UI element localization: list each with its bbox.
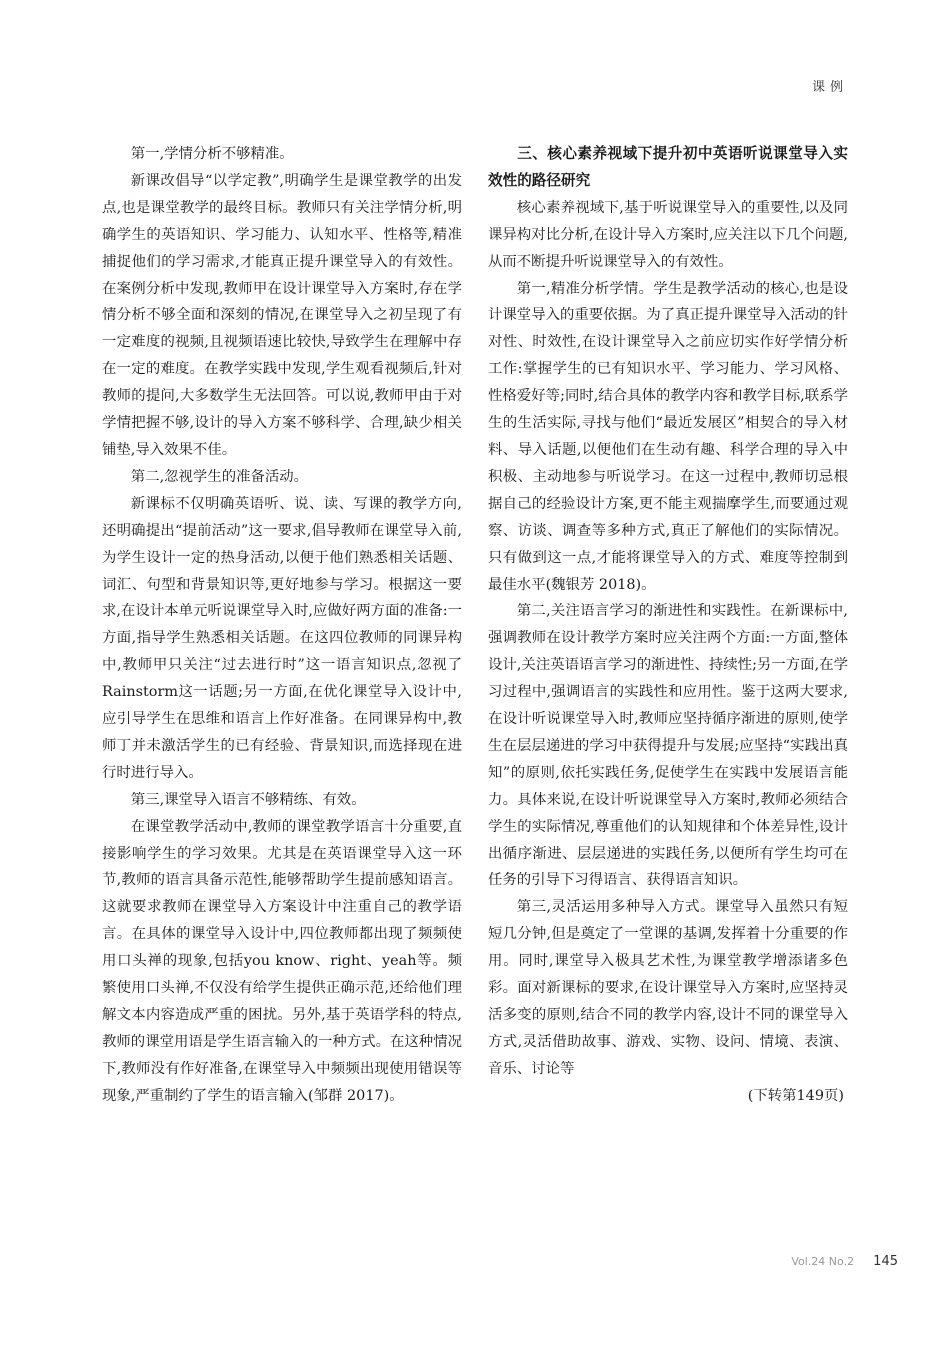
page-number: 145 <box>873 1254 898 1269</box>
paragraph: 第二,关注语言学习的渐进性和实践性。在新课标中,强调教师在设计教学方案时应关注两个方面:一方面,整体设计,关注英语语言学习的渐进性、持续性;另一方面,在学习过程中,强调语言的实践性和应用性。鉴于这两大要求,在设计听说课堂导入时,教师应坚持循序渐进的原则,使学生在层层递进的学习中获得提升与发展;应坚持“实践出真知”的原则,依托实践任务,促使学生在实践中发展语言能力。具体来说,在设计听说课堂导入方案时,教师必须结合学生的实际情况,尊重他们的认知规律和个体差异性,设计出循序渐进、层层递进的实践任务,以便所有学生均可在任务的引导下习得语言、获得语言知识。 <box>488 603 848 889</box>
right-column <box>488 141 848 1110</box>
paragraph: 第一,精准分析学情。学生是教学活动的核心,也是设计课堂导入的重要依据。为了真正提升课堂导入活动的针对性、时效性,在设计课堂导入之前应切实作好学情分析工作:掌握学生的已有知识水平、学习能力、学习风格、性格爱好等;同时,结合具体的教学内容和教学目标,联系学生的生活实际,寻找与他们“最近发展区”相契合的导入材料、导入话题,以便他们在生动有趣、科学合理的导入中积极、主动地参与听说学习。在这一过程中,教师切忌根据自己的经验设计方案,更不能主观揣摩学生,而要通过观察、访谈、调查等多种方式,真正了解他们的实际情况。只有做到这一点,才能将课堂导入的方式、难度等控制到最佳水平(魏银芳 2018)。 <box>488 280 848 593</box>
paragraph: 核心素养视域下,基于听说课堂导入的重要性,以及同课异构对比分析,在设计导入方案时,应关注以下几个问题,从而不断提升听说课堂导入的有效性。 <box>488 199 848 270</box>
section-heading: 三、核心素养视域下提升初中英语听说课堂导入实效性的路径研究 <box>488 145 848 189</box>
section-label: 课例 <box>811 80 848 95</box>
paragraph: 第三,灵活运用多种导入方式。课堂导入虽然只有短短几分钟,但是奠定了一堂课的基调,发挥着十分重要的作用。同时,课堂导入极具艺术性,为课堂教学增添诸多色彩。面对新课标的要求,在设计课堂导入方案时,应坚持灵活多变的原则,结合不同的教学内容,设计不同的课堂导入方式,灵活借助故事、游戏、实物、设问、情境、表演、音乐、讨论等 <box>488 899 848 1077</box>
paragraph: 新课改倡导“以学定教”,明确学生是课堂教学的出发点,也是课堂教学的最终目标。教师只有关注学情分析,明确学生的英语知识、学习能力、认知水平、性格等,精准捕捉他们的学习需求,才能真正提升课堂导入的有效性。在案例分析中发现,教师甲在设计课堂导入方案时,存在学情分析不够全面和深刻的情况,在课堂导入之初呈现了有一定难度的视频,且视频语速比较快,导致学生在理解中存在一定的难度。在教学实践中发现,学生观看视频后,针对教师的提问,大多数学生无法回答。可以说,教师甲由于对学情把握不够,设计的导入方案不够科学、合理,缺少相关铺垫,导入效果不佳。 <box>102 172 462 458</box>
page-footer <box>791 1250 898 1269</box>
volume-issue: Vol.24 No.2 <box>791 1255 855 1268</box>
subheading-1: 第一,学情分析不够精准。 <box>130 146 294 162</box>
continued-note: (下转第149页) <box>747 1087 844 1104</box>
paragraph: 在课堂教学活动中,教师的课堂教学语言十分重要,直接影响学生的学习效果。尤其是在英语课堂导入这一环节,教师的语言具备示范性,能够帮助学生提前感知语言。这就要求教师在课堂导入方案设计中注重自己的教学语言。在具体的课堂导入设计中,四位教师都出现了频频使用口头禅的现象,包括you know、right、yeah等。频繁使用口头禅,不仅没有给学生提供正确示范,还给他们理解文本内容造成严重的困扰。另外,基于英语学科的特点,教师的课堂用语是学生语言输入的一种方式。在这种情况下,教师没有作好准备,在课堂导入中频频出现使用错误等现象,严重制约了学生的语言输入(邹群 2017)。 <box>102 818 462 1104</box>
subheading-3: 第三,课堂导入语言不够精练、有效。 <box>130 791 366 808</box>
left-column <box>102 141 462 1110</box>
paragraph: 新课标不仅明确英语听、说、读、写课的教学方向,还明确提出“提前活动”这一要求,倡导教师在课堂导入前,为学生设计一定的热身活动,以便于他们熟悉相关话题、词汇、句型和背景知识等,更好地参与学习。根据这一要求,在设计本单元听说课堂导入时,应做好两方面的准备:一方面,指导学生熟悉相关话题。在这四位教师的同课异构中,教师甲只关注“过去进行时”这一语言知识点,忽视了Rainstorm这一话题;另一方面,在优化课堂导入设计中,应引导学生在思维和语言上作好准备。在同课异构中,教师丁并未激活学生的已有经验、背景知识,而选择现在进行时进行导入。 <box>102 495 462 781</box>
subheading-2: 第二,忽视学生的准备活动。 <box>130 468 309 485</box>
